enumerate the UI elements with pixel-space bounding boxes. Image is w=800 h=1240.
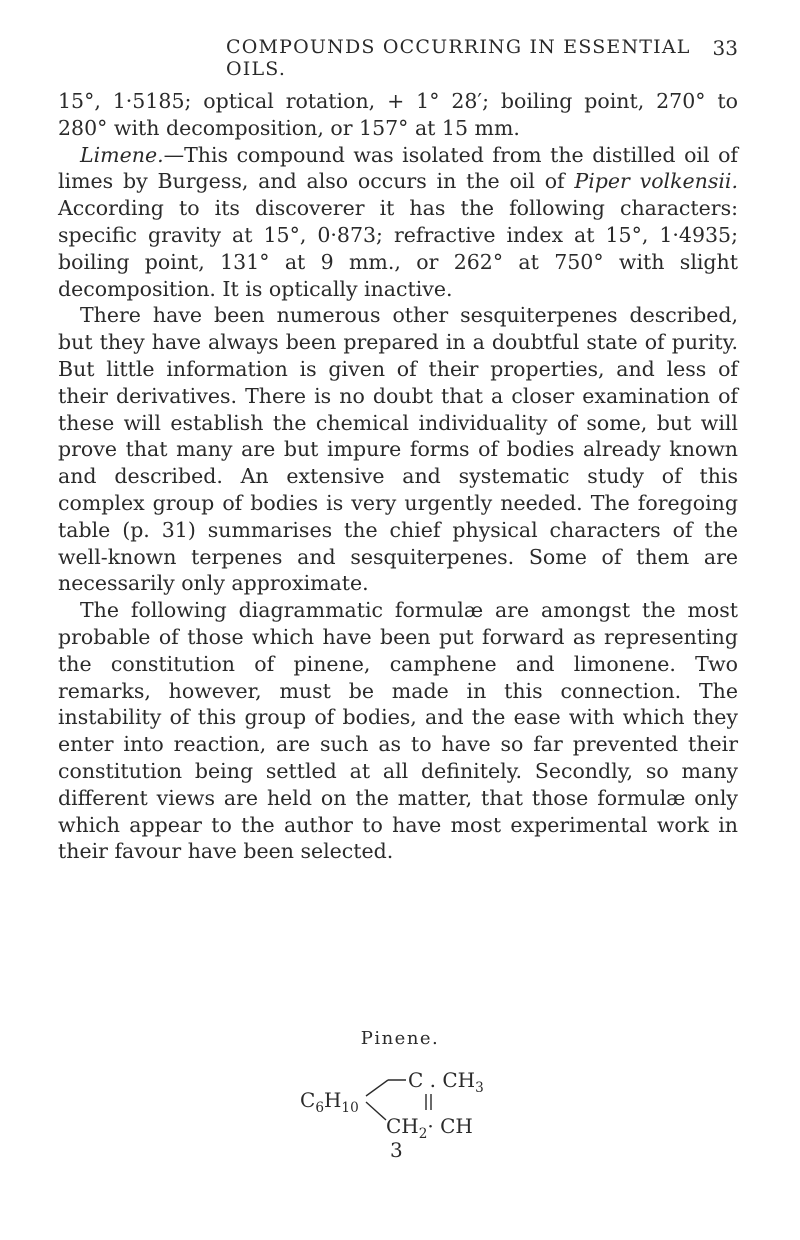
page-header — [58, 36, 738, 80]
term-limene: Limene. — [80, 142, 164, 167]
body-text — [58, 88, 738, 865]
section-title-pinene: Pinene. — [360, 1028, 440, 1049]
running-head: COMPOUNDS OCCURRING IN ESSENTIAL OILS. — [226, 36, 691, 80]
paragraph-limene — [58, 142, 738, 303]
formula-lhs: $C_6H_{10}$ — [300, 1088, 359, 1116]
page-number: 33 — [712, 36, 738, 60]
formula-number: 3 — [390, 1138, 403, 1162]
species-name: Piper volkensii. — [574, 169, 739, 194]
formula-top-group: C . $CH_3$ — [408, 1068, 484, 1096]
formula-bottom-group: $CH_2\cdot$ CH — [386, 1114, 473, 1142]
pinene-formula — [300, 1068, 540, 1168]
paragraph-text: —This compound was isolated from the distilled oil of limes by Burgess, and also occurs in the oil of — [58, 142, 738, 194]
paragraph: There have been numerous other sesquiterpenes described, but they have always been prepared in a doubtful state of purity. But little information is given of their properties, and less of their derivatives. There is no doubt that a closer examination of these will establish the chemical individuality of some, but will prove that many are but impure forms of bodies already known and described. An extensive and systematic study of this complex group of bodies is very urgently needed. The foregoing table (p. 31) summarises the chief physical characters of the well-known terpenes and sesquiterpenes. Some of them are necessarily only approximate. — [58, 303, 738, 596]
paragraph: The following diagrammatic formulæ are amongst the most probable of those which have been put forward as representing the constitution of pinene, camphene and limonene. Two remarks, however, must be made in this connection. The instability of this group of bodies, and the ease with which they enter into reaction, are such as to have so far prevented their constitution being settled at all definitely. Secondly, so many different views are held on the matter, that those formulæ only which appear to the author to have most experimental work in their favour have been selected. — [58, 598, 738, 864]
paragraph-text: According to its discoverer it has the following characters: specific gravity at 15°, 0·873; refractive index at 15°, 1·4935; boiling point, 131° at 9 mm., or 262° at 750° with slight decomposition. It is optically inactive. — [58, 196, 738, 301]
paragraph: 15°, 1·5185; optical rotation, + 1° 28′; boiling point, 270° to 280° with decomposition, or 157° at 15 mm. — [58, 89, 738, 140]
